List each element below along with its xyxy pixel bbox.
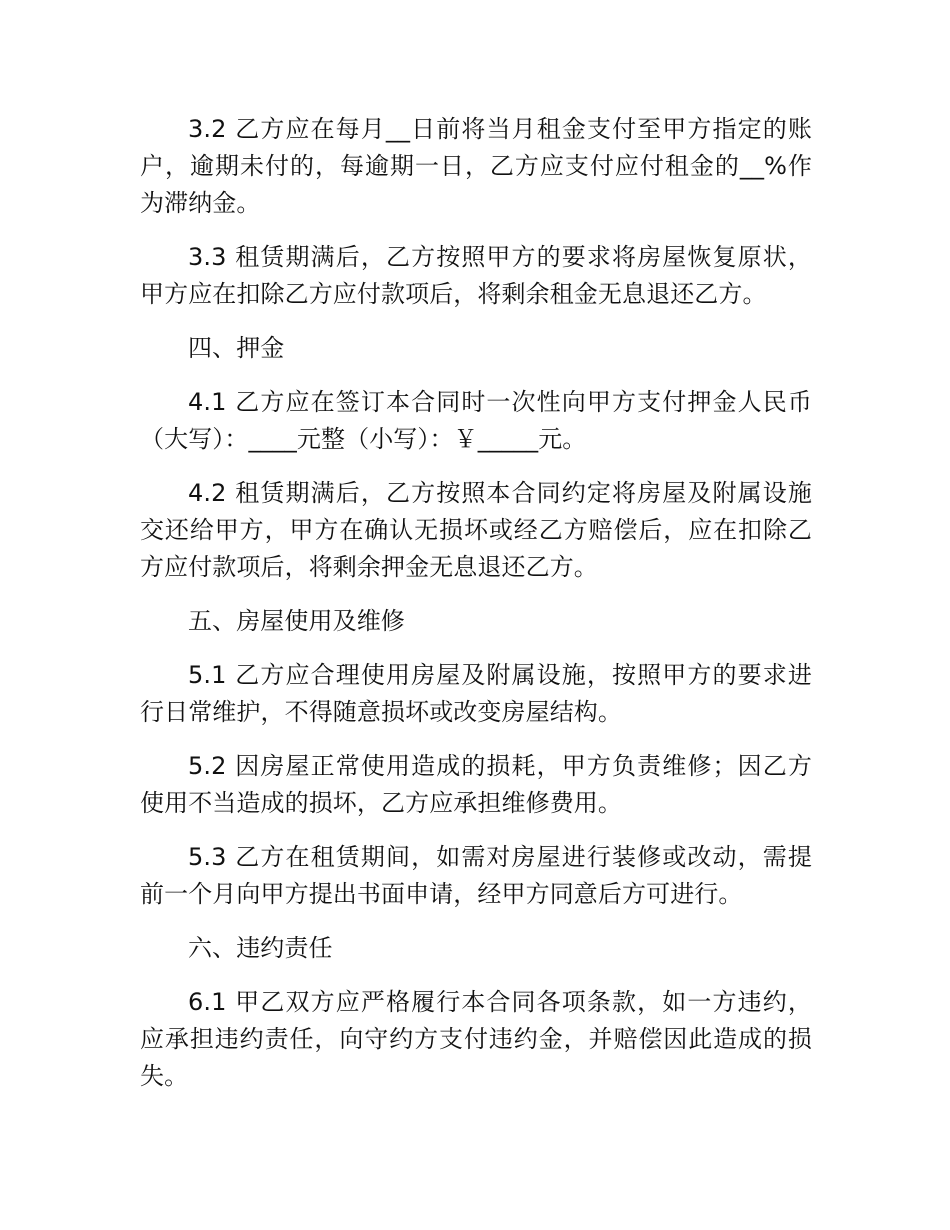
section-heading-deposit: 四、押金 — [188, 334, 285, 362]
clause-4-1: 4.1 乙方应在签订本合同时一次性向甲方支付押金人民币（大写）：____元整（小写）：￥_____元。 — [140, 388, 812, 453]
clause-3-2: 3.2 乙方应在每月__日前将当月租金支付至甲方指定的账户，逾期未付的，每逾期一日，乙方应支付应付租金的__%作为滞纳金。 — [140, 115, 812, 217]
document-page — [140, 111, 812, 1112]
clause-4-2: 4.2 租赁期满后，乙方按照本合同约定将房屋及附属设施交还给甲方，甲方在确认无损坏或经乙方赔偿后，应在扣除乙方应付款项后，将剩余押金无息退还乙方。 — [140, 479, 812, 581]
clause-5-3: 5.3 乙方在租赁期间，如需对房屋进行装修或改动，需提前一个月向甲方提出书面申请，经甲方同意后方可进行。 — [140, 843, 812, 908]
section-heading-breach-liability: 六、违约责任 — [188, 934, 333, 962]
clause-5-1: 5.1 乙方应合理使用房屋及附属设施，按照甲方的要求进行日常维护，不得随意损坏或改变房屋结构。 — [140, 661, 812, 726]
section-heading-use-and-repair: 五、房屋使用及维修 — [188, 607, 405, 635]
clause-6-1: 6.1 甲乙双方应严格履行本合同各项条款，如一方违约，应承担违约责任，向守约方支付违约金，并赔偿因此造成的损失。 — [140, 988, 812, 1090]
clause-3-3: 3.3 租赁期满后，乙方按照甲方的要求将房屋恢复原状，甲方应在扣除乙方应付款项后，将剩余租金无息退还乙方。 — [140, 243, 812, 308]
clause-5-2: 5.2 因房屋正常使用造成的损耗，甲方负责维修；因乙方使用不当造成的损坏，乙方应承担维修费用。 — [140, 752, 812, 817]
